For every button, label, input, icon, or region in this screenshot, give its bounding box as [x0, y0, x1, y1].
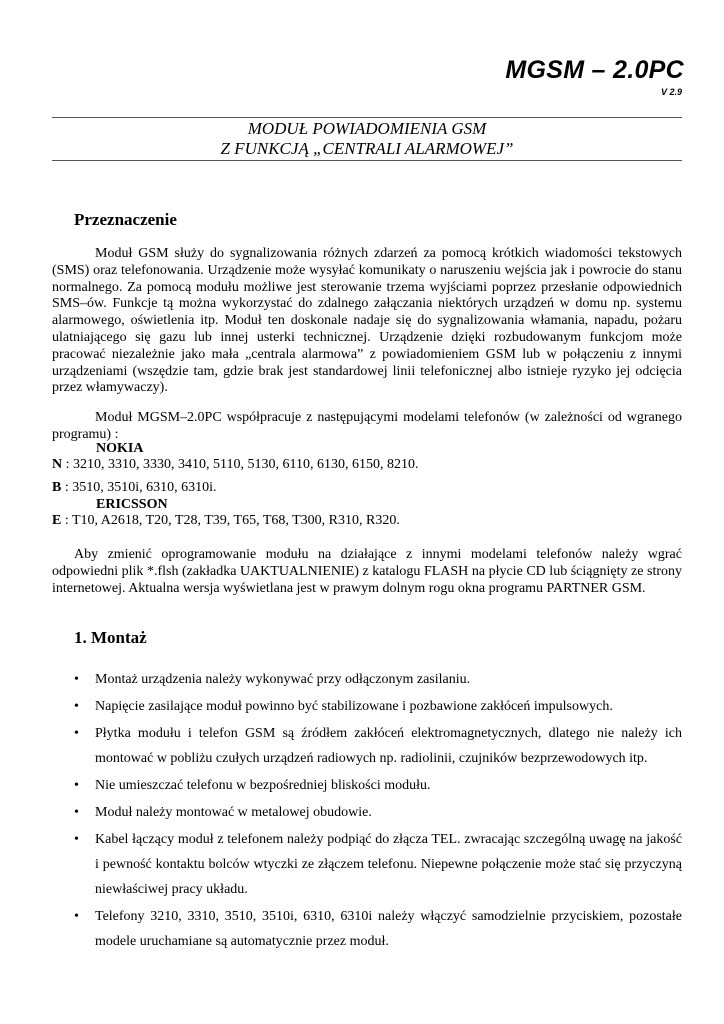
bullet-icon: • — [74, 805, 79, 820]
bullet-icon: • — [74, 699, 79, 714]
mounting-list — [52, 667, 682, 956]
nokia-label: NOKIA — [96, 441, 144, 456]
list-item — [52, 800, 682, 825]
firmware-paragraph: Aby zmienić oprogramowanie modułu na działające z innymi modelami telefonów należy wgrać odpowiedni plik *.flsh (zakładka UAKTUALNIENIE) z katalogu FLASH na płycie CD lub ściągnięty ze strony internetowej. Aktualna wersja wyświetlana jest w prawym dolnym rogu okna programu PARTNER GSM. — [52, 547, 682, 596]
b-models-text: : 3510, 3510i, 6310, 6310i. — [61, 480, 217, 495]
version-label: V 2.9 — [660, 87, 682, 97]
bullet-icon: • — [74, 909, 79, 924]
list-item — [52, 694, 682, 719]
nokia-b-models — [52, 480, 217, 496]
compatibility-paragraph: Moduł MGSM–2.0PC współpracuje z następującymi modelami telefonów (w zależności od wgranego programu) : — [52, 410, 682, 442]
bullet-icon: • — [74, 832, 79, 847]
list-item — [52, 904, 682, 954]
title-line-1: MODUŁ POWIADOMIENIA GSM — [247, 119, 487, 138]
e-models-text: : T10, A2618, T20, T28, T39, T65, T68, T300, R310, R320. — [61, 513, 400, 528]
ericsson-e-models — [52, 513, 400, 529]
list-item-text: Płytka modułu i telefon GSM są źródłem zakłóceń elektromagnetycznych, dlatego nie należy ich montować w pobliżu czułych urządzeń radiowych np. radiolinii, czujników bezprzewodowych itp. — [95, 726, 682, 766]
mounting-heading: 1. Montaż — [74, 628, 147, 647]
list-item-text: Nie umieszczać telefonu w bezpośredniej bliskości modułu. — [95, 778, 431, 793]
title-line-2: Z FUNKCJĄ „CENTRALI ALARMOWEJ” — [220, 139, 514, 158]
list-item-text: Montaż urządzenia należy wykonywać przy odłączonym zasilaniu. — [95, 672, 471, 687]
e-key: E — [52, 513, 62, 528]
n-models-text: : 3210, 3310, 3330, 3410, 5110, 5130, 6110, 6130, 6150, 8210. — [62, 457, 419, 472]
bullet-icon: • — [74, 778, 79, 793]
list-item — [52, 827, 682, 902]
list-item — [52, 667, 682, 692]
list-item-text: Telefony 3210, 3310, 3510, 3510i, 6310, 6310i należy włączyć samodzielnie przyciskiem, pozostałe modele uruchamiane są automatycznie przez moduł. — [95, 909, 682, 949]
list-item — [52, 721, 682, 771]
n-key: N — [52, 457, 63, 472]
purpose-paragraph: Moduł GSM służy do sygnalizowania różnych zdarzeń za pomocą krótkich wiadomości tekstowych (SMS) oraz telefonowania. Urządzenie może wysyłać komunikaty o naruszeniu wejścia jak i powrocie do stanu normalnego. Za pomocą modułu możliwe jest sterowanie trzema wyjściami poprzez przesłanie odpowiednich SMS–ów. Funkcje tą można wykorzystać do zdalnego załączania niektórych urządzeń w domu np. systemu alarmowego, oświetlenia itp. Moduł ten doskonale nadaje się do sygnalizowania włamania, napadu, pożaru ulatniającego się gazu lub innej usterki technicznej. Urządzenie dzięki rozbudowanym funkcjom może pracować niezależnie jako mała „centrala alarmowa” z powiadomieniem GSM lub w połączeniu z innymi urządzeniami (wszędzie tam, gdzie brak jest standardowej linii telefonicznej albo istnieje ryzyko jej odcięcia przez włamywaczy). — [52, 246, 682, 396]
list-item — [52, 773, 682, 798]
product-name: MGSM – 2.0PC — [505, 56, 684, 84]
ericsson-label: ERICSSON — [96, 497, 168, 512]
bullet-icon: • — [74, 672, 79, 687]
purpose-heading: Przeznaczenie — [74, 210, 177, 229]
list-item-text: Napięcie zasilające moduł powinno być stabilizowane i pozbawione zakłóceń impulsowych. — [95, 699, 613, 714]
title-rule-top — [52, 117, 682, 118]
document-title — [52, 119, 682, 159]
title-rule-bottom — [52, 160, 682, 161]
b-key: B — [52, 480, 62, 495]
list-item-text: Kabel łączący moduł z telefonem należy podpiąć do złącza TEL. zwracając szczególną uwagę na jakość i pewność kontaktu bolców wtyczki ze złączem telefonu. Niepewne połączenie może stać się przyczyną niewłaściwej pracy układu. — [95, 832, 682, 897]
bullet-icon: • — [74, 726, 79, 741]
nokia-n-models — [52, 457, 418, 473]
list-item-text: Moduł należy montować w metalowej obudowie. — [95, 805, 372, 820]
